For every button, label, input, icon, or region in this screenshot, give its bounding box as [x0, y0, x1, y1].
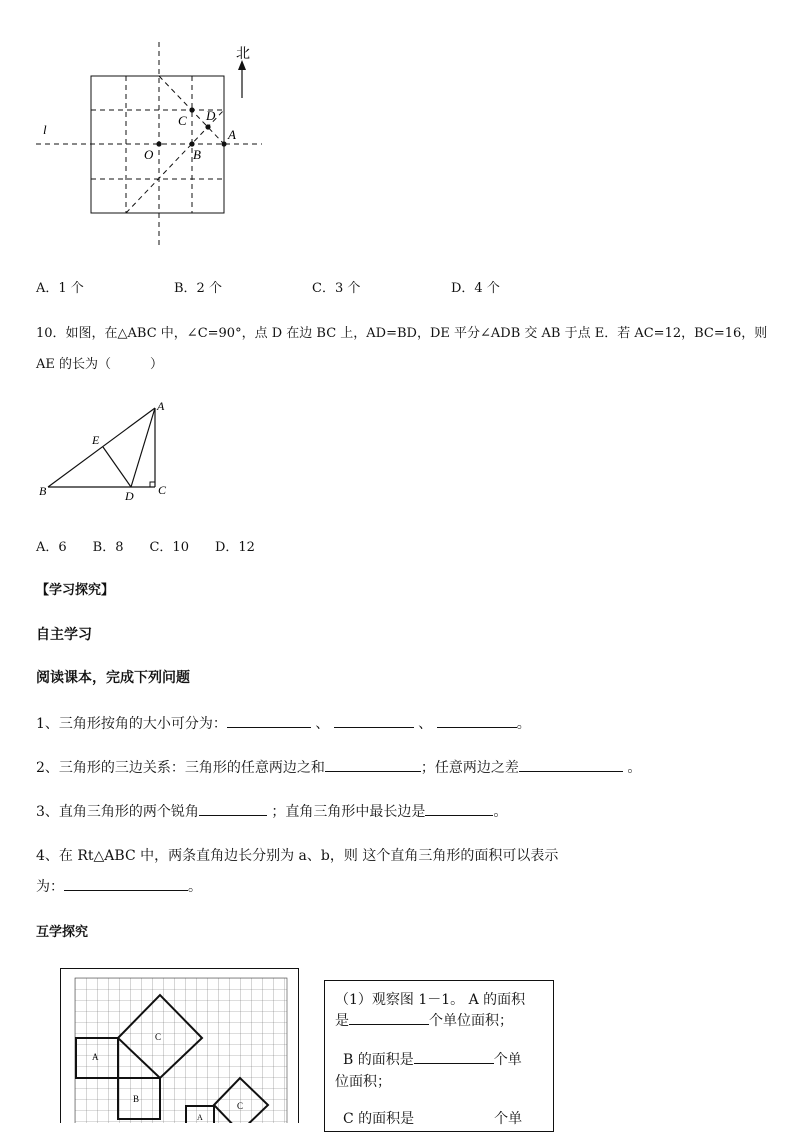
label-c2: C	[237, 1101, 244, 1111]
q10-line1: 10．如图，在△ABC 中，∠C=90°，点 D 在边 BC 上，AD=BD，DE 平分∠ADB 交 AB 于点 E．若 AC=12，BC=16，则	[36, 326, 768, 341]
grid-squares-figure	[60, 968, 300, 1123]
label-e: E	[92, 433, 100, 447]
label-a: A	[92, 1052, 99, 1062]
answer-blank[interactable]	[519, 758, 623, 772]
label-b: B	[39, 484, 47, 498]
label-c: C	[158, 483, 167, 497]
triangle-abc-figure	[30, 396, 180, 506]
answer-blank[interactable]	[349, 1011, 429, 1025]
answer-blank[interactable]	[414, 1109, 494, 1123]
point-d	[205, 124, 210, 129]
box-line5: C 的面积是 个单	[343, 1111, 523, 1127]
answer-blank[interactable]	[334, 714, 414, 728]
compass-grid-figure	[30, 38, 270, 250]
subheading-read: 阅读课本，完成下列问题	[36, 670, 190, 686]
label-d: D	[125, 489, 134, 503]
label-a: A	[157, 399, 165, 413]
subheading-self-study: 自主学习	[36, 627, 92, 643]
label-b: B	[133, 1094, 140, 1104]
question-1: 1、三角形按角的大小可分为： 、 、 。	[36, 716, 531, 732]
north-label: 北	[236, 47, 250, 62]
label-a: A	[228, 127, 236, 142]
box-line4: 位面积；	[335, 1074, 391, 1090]
q9-choice-b: B．2 个	[174, 281, 222, 296]
point-b	[189, 141, 194, 146]
q9-choice-c: C．3 个	[312, 281, 361, 296]
box-line1: （1）观察图 1－1。 A 的面积	[335, 992, 526, 1008]
q10-line2: AE 的长为（ ）	[36, 357, 164, 372]
side-ab	[48, 408, 155, 487]
box-line3: B 的面积是 个单	[343, 1052, 522, 1068]
label-o: O	[144, 147, 154, 162]
q9-choice-a: A．1 个	[36, 281, 84, 296]
box-line2: 是 个单位面积；	[335, 1013, 513, 1029]
question-4-line1: 4、在 Rt△ABC 中，两条直角边长分别为 a、b，则 这个直角三角形的面积可以表示	[36, 848, 559, 864]
answer-blank[interactable]	[414, 1050, 494, 1064]
segment-ad	[131, 408, 155, 487]
question-box	[324, 980, 554, 1132]
section-title: 【学习探究】	[36, 583, 115, 598]
q10-choices: A．6 B．8 C．10 D．12	[36, 540, 255, 555]
label-c: C	[178, 113, 187, 128]
answer-blank[interactable]	[64, 877, 188, 891]
label-c: C	[155, 1032, 162, 1042]
answer-blank[interactable]	[425, 802, 493, 816]
answer-blank[interactable]	[437, 714, 517, 728]
label-l: l	[43, 122, 47, 137]
answer-blank[interactable]	[325, 758, 421, 772]
point-o	[156, 141, 161, 146]
question-4-line2: 为： 。	[36, 879, 202, 895]
label-d: D	[206, 108, 216, 123]
question-3: 3、直角三角形的两个锐角 ；直角三角形中最长边是 。	[36, 804, 508, 820]
label-a2: A	[197, 1113, 203, 1122]
subheading-group-study: 互学探究	[36, 925, 89, 940]
segment-de	[103, 447, 131, 487]
point-c	[189, 107, 194, 112]
answer-blank[interactable]	[227, 714, 311, 728]
q9-choice-d: D．4 个	[451, 281, 500, 296]
question-2: 2、三角形的三边关系：三角形的任意两边之和 ；任意两边之差 。	[36, 760, 642, 776]
point-a	[221, 141, 226, 146]
answer-blank[interactable]	[199, 802, 267, 816]
label-b: B	[193, 147, 201, 162]
